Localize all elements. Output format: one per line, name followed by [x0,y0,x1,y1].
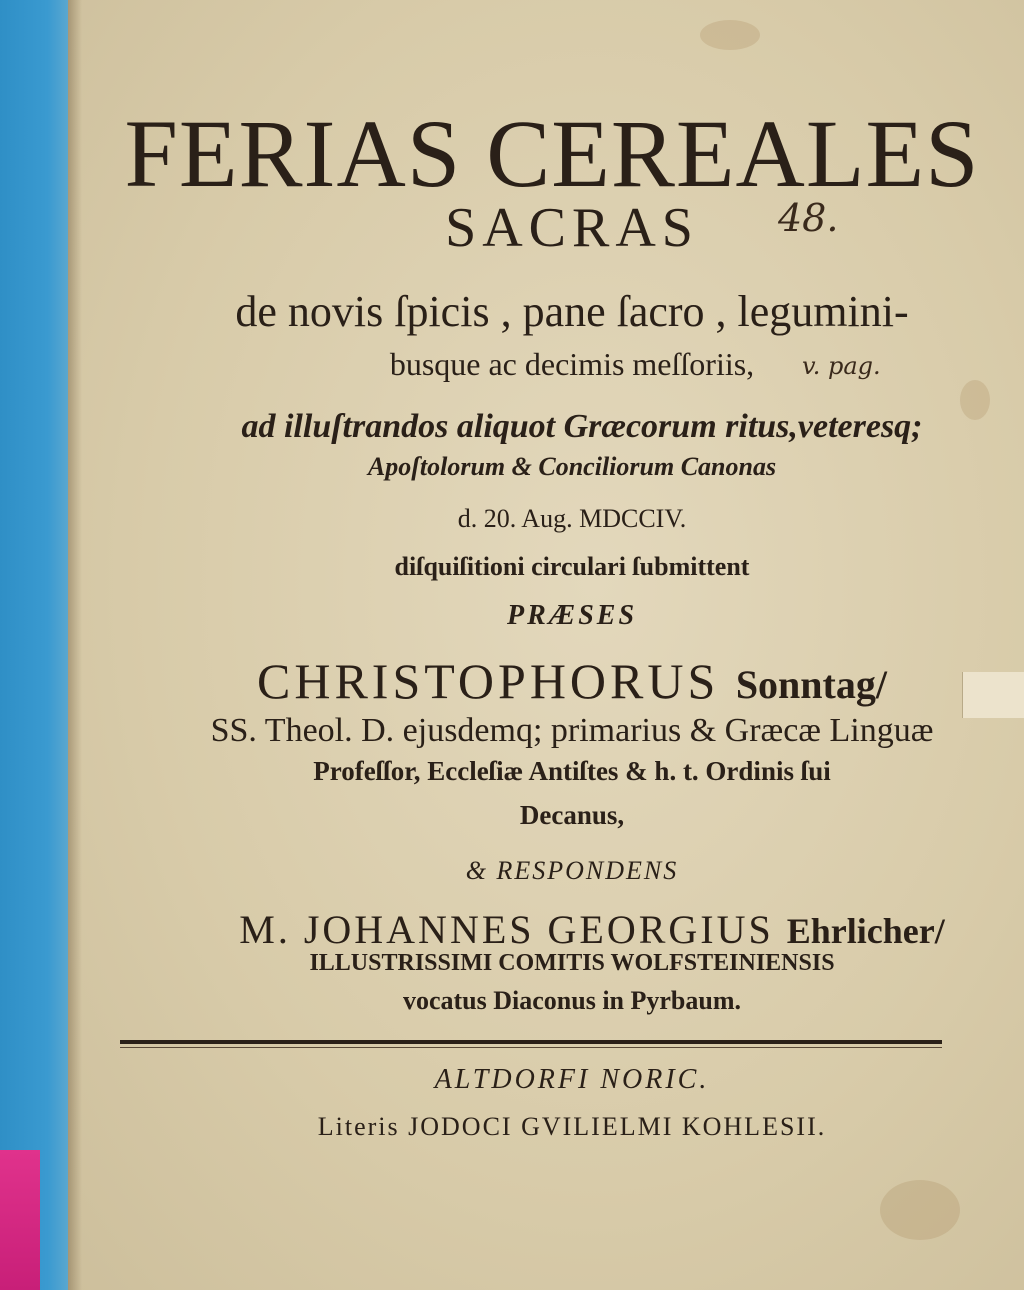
praeses-given-name: CHRISTOPHORUS [257,653,720,709]
praeses-title-1: SS. Theol. D. ejusdemq; primarius & Græcæ Linguæ [210,712,934,749]
purpose-line-2: Apoſtolorum & Conciliorum Canonas [367,452,777,481]
purpose-line-1: ad illuſtrandos aliquot Græcorum ritus,veteresq; [241,408,923,445]
date-line: d. 20. Aug. MDCCIV. [457,504,687,533]
praeses-surname: Sonntag/ [735,662,887,707]
subtitle-line-2: busque ac decimis meſſoriis, [389,346,755,382]
stain [700,20,760,50]
pink-marker [0,1150,40,1290]
subtitle-line-1: de novis ſpicis , pane ſacro , legumini- [235,287,909,336]
praeses-name [0,652,1024,710]
respondens-title-1: ILLUSTRISSIMI COMITIS WOLFSTEINIENSIS [309,950,835,976]
handwritten-number: 48. [778,196,839,240]
respondens-name [0,906,1024,953]
title-line-1: FERIAS CEREALES [124,100,980,207]
imprint-printer: Literis JODOCI GVILIELMI KOHLESII. [317,1112,827,1141]
respondens-surname: Ehrlicher/ [786,911,945,951]
submission-line: diſquiſitioni circulari ſubmittent [394,552,750,581]
title-line-2: SACRAS [445,197,699,259]
respondens-heading: & RESPONDENS [465,856,679,885]
divider-rule [120,1040,942,1044]
praeses-heading: PRÆSES [506,600,638,631]
divider-rule-thin [120,1047,942,1048]
stain [880,1180,960,1240]
respondens-given-name: M. JOHANNES GEORGIUS [239,907,774,952]
respondens-title-2: vocatus Diaconus in Pyrbaum. [402,986,742,1015]
praeses-title-2: Profeſſor, Eccleſiæ Antiſtes & h. t. Ordinis ſui [313,756,831,786]
handwritten-note: v. pag. [802,352,881,380]
imprint-place: ALTDORFI NORIC. [434,1064,710,1095]
praeses-title-3: Decanus, [519,800,625,830]
